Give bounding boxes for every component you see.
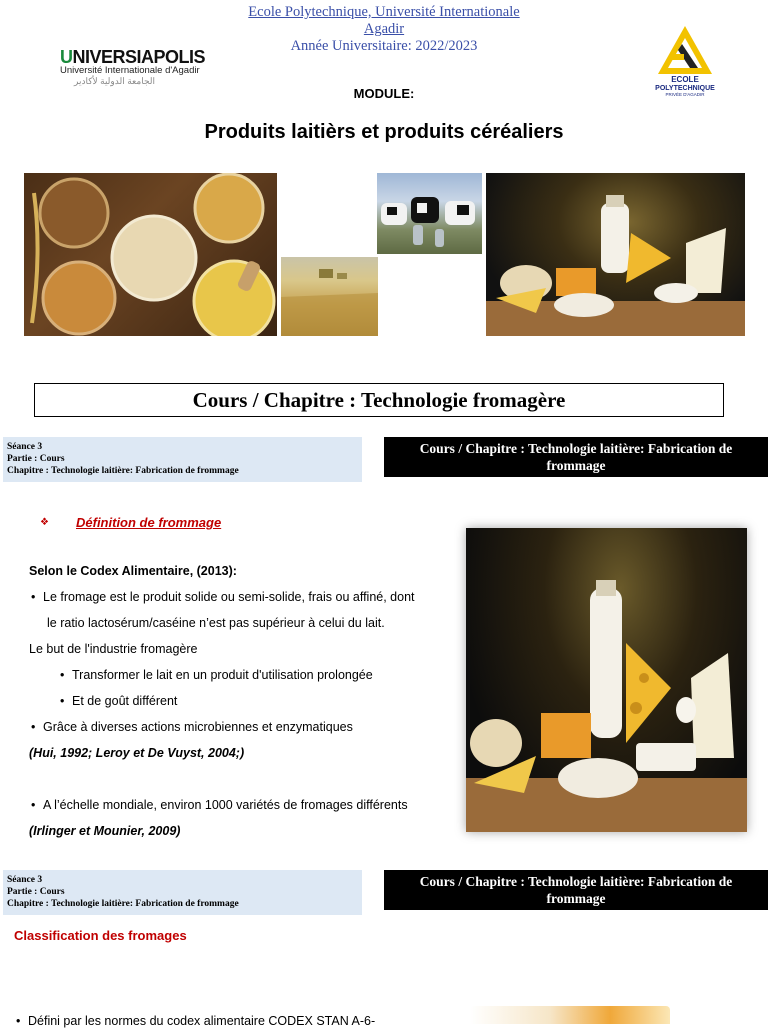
- academic-year: Année Universitaire: 2022/2023: [290, 38, 478, 54]
- cheese-and-milk-photo: [466, 528, 747, 832]
- chapter-banner: Cours / Chapitre : Technologie laitière: Fabrication de frommage: [384, 870, 768, 910]
- logo-subtitle: Université Internationale d'Agadir: [60, 65, 200, 76]
- wheat-field-illustration: [281, 257, 378, 336]
- codex-standard-point: [16, 1013, 375, 1029]
- cheese-partial-photo: [470, 1006, 670, 1024]
- grains-illustration: [24, 173, 277, 336]
- world-point: [31, 797, 408, 813]
- goal-point: [60, 693, 177, 709]
- codex-point-line2: le ratio lactosérum/caséine n’est pas supérieur à celui du lait.: [47, 616, 385, 630]
- cheese-milk-illustration: [466, 528, 747, 832]
- seance-label: Séance 3: [7, 875, 43, 885]
- chapter-banner: Cours / Chapitre : Technologie laitière: Fabrication de frommage: [384, 437, 768, 477]
- seance-info-panel: [3, 437, 362, 482]
- dairy-products-photo: [486, 173, 745, 336]
- seance-label: Séance 3: [7, 442, 43, 452]
- logo-ecole-text: ECOLE: [671, 75, 699, 84]
- world-point-text: A l’échelle mondiale, environ 1000 variétés de fromages différents: [43, 798, 408, 812]
- logo-arabic-text: الجامعة الدولية لأكادير: [74, 76, 156, 86]
- course-chapter-title: Cours / Chapitre : Technologie fromagère: [34, 383, 724, 417]
- goal-point-text: Et de goût différent: [72, 694, 178, 708]
- reference-1: (Hui, 1992; Leroy et De Vuyst, 2004;): [29, 746, 245, 760]
- definition-heading: Définition de frommage: [76, 515, 222, 530]
- bullet-icon: •: [16, 1014, 21, 1028]
- logo-privee-text: PRIVÉE D'AGADIR: [665, 92, 705, 97]
- institution-line2[interactable]: Agadir: [363, 21, 405, 37]
- codex-point-line1: Le fromage est le produit solide ou semi-solide, frais ou affiné, dont: [43, 590, 415, 604]
- dairy-products-illustration: [486, 173, 745, 336]
- codex-heading: Selon le Codex Alimentaire, (2013):: [29, 564, 237, 578]
- cereal-grains-photo: [24, 173, 277, 336]
- logo-polytechnique-text: POLYTECHNIQUE: [655, 85, 715, 92]
- cows-illustration: [377, 173, 482, 254]
- wheat-field-photo: [281, 257, 378, 336]
- bullet-icon: •: [31, 720, 36, 734]
- classification-heading: Classification des fromages: [14, 928, 187, 943]
- module-label: MODULE:: [353, 86, 415, 101]
- chapitre-label: Chapitre : Technologie laitière: Fabrication de frommage: [7, 899, 239, 909]
- partie-label: Partie : Cours: [7, 454, 65, 464]
- module-title: Produits laitièrs et produits céréaliers: [204, 121, 564, 143]
- actions-point: [31, 719, 353, 735]
- seance-info-panel: [3, 870, 362, 915]
- goal-point-text: Transformer le lait en un produit d'utilisation prolongée: [72, 668, 373, 682]
- logo-letter-u: U: [60, 47, 73, 67]
- partie-label: Partie : Cours: [7, 887, 65, 897]
- codex-point: [31, 589, 415, 605]
- logo-name: NIVERSIAPOLIS: [72, 47, 206, 67]
- bullet-icon: •: [31, 798, 36, 812]
- bullet-icon: •: [60, 668, 65, 682]
- codex-standard-text: Défini par les normes du codex alimentaire CODEX STAN A-6-: [28, 1014, 376, 1028]
- goal-heading: Le but de l'industrie fromagère: [29, 642, 198, 656]
- actions-point-text: Grâce à diverses actions microbiennes et enzymatiques: [43, 720, 353, 734]
- universiapolis-logo: [60, 47, 206, 88]
- reference-2: (Irlinger et Mounier, 2009): [29, 824, 181, 838]
- chapitre-label: Chapitre : Technologie laitière: Fabrication de frommage: [7, 466, 239, 476]
- bullet-icon: •: [60, 694, 65, 708]
- bullet-icon: •: [31, 590, 36, 604]
- institution-line1[interactable]: Ecole Polytechnique, Université Internationale: [248, 4, 520, 20]
- goal-point: [60, 667, 373, 683]
- dairy-cows-photo: [377, 173, 482, 254]
- diamond-bullet-icon: ❖: [40, 517, 49, 528]
